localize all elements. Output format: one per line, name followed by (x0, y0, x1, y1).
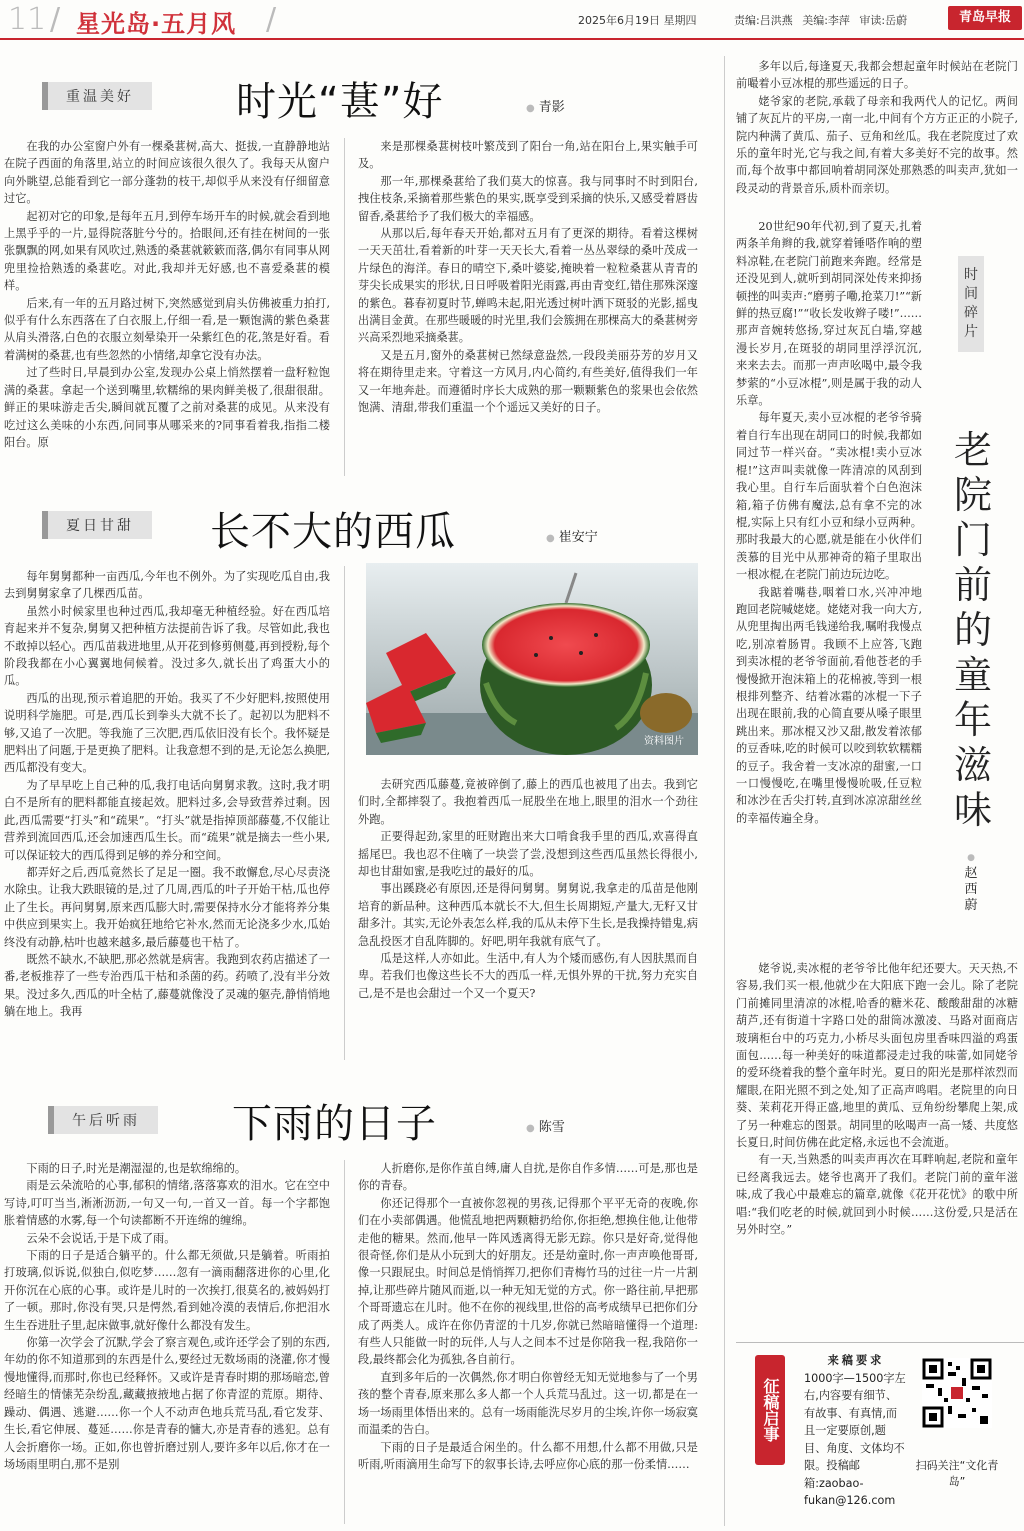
paragraph: 每年舅舅都种一亩西瓜,今年也不例外。为了实现吃瓜自由,我去到舅舅家拿了几棵西瓜苗。 (4, 570, 330, 601)
paragraph: 下雨的日子是最适合闲坐的。什么都不用想,什么都不用做,只是听雨,听雨滴用生命写下的叙事长诗,去呼应你心底的那一份柔情…… (358, 1440, 698, 1471)
paragraph: 后来,有一年的五月路过树下,突然感觉到肩头仿佛被重力拍打,似乎有什么东西落在了白衣服上,仔细一看,是一颗饱满的紫色桑葚从肩头滑落,白色的衣服立刻晕染开一朵紫红色的花,煞是好看。看着满树的桑葚,也有些忽然的小情绪,却拿它没有办法。 (4, 296, 330, 362)
divider-slash: / (266, 2, 277, 37)
qr-caption: 扫码关注“文化青岛” (915, 1459, 999, 1488)
section-title: 星光岛·五月风 (76, 10, 237, 38)
article-author: ● 崔安宁 (546, 526, 598, 545)
editors-line: 责编:吕洪燕 美编:李萍 审读:岳蔚 (734, 14, 908, 27)
paragraph: 去研究西瓜藤蔓,竟被碎倒了,藤上的西瓜也被甩了出去。我到它们时,全都摔裂了。我抱着西瓜一屁股坐在地上,眼里的泪水一个劲往外跑。 (358, 778, 698, 826)
paragraph: 都弄好之后,西瓜竟然长了足足一圈。我不敢懈怠,尽心尽责浇水除虫。让我大跌眼镜的是,过了几周,西瓜的叶子开始干枯,瓜也停止了生长。再问舅舅,原来西瓜膨大时,需要保持水分才能将养分集中供应到果实上。我开始疯狂地给它补水,然而无论浇多少水,瓜始终没有动静,枯叶也越来越多,最后藤蔓也干枯了。 (4, 865, 330, 949)
article-column (4, 138, 330, 480)
article-column (4, 1160, 330, 1526)
paragraph: 雨是云朵流哈的心事,郁积的情绪,落落寡欢的泪水。它在空中写诗,叮叮当当,淅淅沥沥,一句又一句,一首又一首。每一个字都饱胀着情感的水雾,每一个句读都断不开连绵的缠绵。 (4, 1179, 330, 1228)
paragraph: 瓜是这样,人亦如此。生活中,有人为个矮而感伤,有人因肤黑而自卑。若我们也像这些长不大的西瓜一样,无惧外界的干扰,努力充实自己,是不是也会甜过一个又一个夏天? (358, 952, 698, 1000)
paragraph: 来是那棵桑葚树枝叶繁茂到了阳台一角,站在阳台上,果实触手可及。 (358, 140, 698, 171)
page-number: 11 (8, 2, 47, 37)
paragraph: 你还记得那个一直被你忽视的男孩,记得那个平平无奇的夜晚,你们在小卖部偶遇。他慌乱地把两颗糖扔给你,你拒绝,想换住他,让他带走他的糖果。然而,他早一阵风透离得无影无踪。你只是好奇,觉得他很奇怪,你们是从小玩到大的好朋友。还是幼童时,你一声声唤他哥哥,像一只跟屁虫。时间总是悄悄挥刀,把你们青梅竹马的过往一片一片割掉,让那些碎片随风而逝,以一种无知无觉的方式。你一路往前,早把那个哥哥遗忘在儿时。他不在你的视线里,世俗的高考成绩早已把你们分成了两类人。成许在你仍青涩的十几岁,你就已然暗暗懂得一个道理:有些人只能做一时的玩伴,人与人之间本不过是你陪我一程,我陪你一段,最终都会化为孤独,各自前行。 (358, 1196, 698, 1367)
article-author: ● 青影 (526, 96, 565, 115)
article-author: ● 陈雪 (526, 1116, 565, 1135)
side-article-author: ● 赵西蔚 (962, 850, 980, 914)
paragraph: 你第一次学会了沉默,学会了察言观色,或许还学会了别的东西,年幼的你不知道那到的东西是什么,要经过无数场雨的浇灌,你才慢慢地懂得,而那时,你也已经释怀。又或许是青春时期的那场暗恋,曾经暗生的情愫芜杂纷乱,藏藏掖掖地占据了你青涩的荒原。期待、躁动、偶遇、逃避……你一个人不动声色地兵荒马乱,看它发芽、生长,看它伸展、蔓延……你是青春的慵大,亦是青春的逃犯。总有人会折磨你一场。正如,你也曾折磨过别人,要许多年以后,你才在一场场雨里明白,那不是别 (4, 1336, 330, 1471)
article-title: 时光“葚”好 (236, 79, 444, 125)
divider-slash: / (50, 2, 61, 37)
paragraph: 姥爷家的老院,承载了母亲和我两代人的记忆。两间铺了灰瓦片的平房,一南一北,中间有个方方正正的小院子,院内种满了黄瓜、茄子、豆角和丝瓜。我在老院度过了欢乐的童年时光,它与我之间,有着大多美好不完的故事。然而,每个故事中都回响着胡同深处那熟悉的叫卖声,犹如一段灵动的背景音乐,质朴而亲切。 (736, 94, 1018, 195)
paragraph: 起初对它的印象,是每年五月,到停车场开车的时候,就会看到地上黑乎乎的一片,显得院落脏兮兮的。拾眼间,还有挂在树间的一张张飘飘的网,如果有风吹过,熟透的桑葚就簌簌而落,偶尔有同事从网兜里捡拾熟透的桑葚吃。对此,我却并无好感,也不喜爱桑葚的模样。 (4, 209, 330, 293)
paragraph: 人折磨你,是你作茧自缚,庸人自扰,是你自作多情……可是,那也是你的青春。 (358, 1162, 698, 1193)
paragraph: 姥爷说,卖冰棍的老爷爷比他年纪还要大。天天热,不容易,我们买一根,他就少在大阳底下跑一会儿。除了老院门前摊同里清凉的冰棍,哈香的糖米花、酸酸甜甜的冰糖葫芦,还有街道十字路口处的甜筒冰激凌、马路对面商店玻璃柜台中的巧克力,小桥尽头面包房里香味四溢的鸡蛋面包……每一种美好的味道都浸走过我的味蕾,如同姥爷的爱环绕着我的整个童年时光。夏日的阳光是那样浓烈而耀眼,在阳光照不到之处,知了正高声鸣唱。老院里的向日葵、茉莉花开得正盛,地里的黄瓜、豆角纷纷攀爬上架,成了另一种难忘的图景。胡同里的吆喝声一高一矮、共度悠长夏日,时间仿佛在此定格,永远也不会流逝。 (736, 962, 1018, 1150)
paragraph: 过了些时日,早晨到办公室,发现办公桌上悄然摆着一盘籽粒饱满的桑葚。拿起一个送到嘴里,软糯绵的果肉鲜美极了,很甜很甜。鲜正的果味游走舌尖,瞬间就瓦覆了之前对桑葚的成见。从来没有吃过这么美味的小东西,问同事从哪采来的?同事看着我,指指二楼阳台。原 (4, 366, 330, 449)
side-article-column (736, 960, 1018, 1334)
notice-tag: 征稿启事 (755, 1355, 785, 1465)
paragraph: 多年以后,每逢夏天,我都会想起童年时候站在老院门前嘬着小豆冰棍的那些遥远的日子。 (736, 60, 1018, 91)
side-article-column (736, 58, 1018, 216)
image-credit: 资料图片 (644, 736, 684, 747)
paragraph: 虽然小时候家里也种过西瓜,我却毫无种植经验。好在西瓜培育起来并不复杂,舅舅又把种植方法提前告诉了我。尽管如此,我也不敢掉以轻心。西瓜苗栽进地里,从开花到修剪侧蔓,再到授粉,每个阶段我都在小心翼翼地伺候着。没过多久,就长出了鸡蛋大小的瓜。 (4, 604, 330, 688)
side-article-title: 老院门前的童年滋味 (953, 428, 992, 832)
paragraph: 在我的办公室窗户外有一棵桑葚树,高大、挺拔,一直静静地站在院子西面的角落里,站立的时间应该很久很久了。我每天从窗户向外眺望,总能看到它一部分蓬勃的枝干,却似乎从来没有仔细留意过它。 (4, 140, 330, 206)
paragraph: 从那以后,每年春天开始,都对五月有了更深的期待。看着这棵树一天天茁壮,看着新的叶芽一天天长大,看着一丛丛翠绿的桑叶茂成一片绿色的海洋。春日的晴空下,桑叶婆娑,掩映着一粒粒桑葚从青青的芽尖长成果实的形状,日日呼吸着阳光雨露,再由青变红,错住那殊深邃的紫色。暮春初夏时节,蝉鸣未起,阳光透过树叶洒下斑驳的光影,摇曳出满目金黄。在那些暖暖的时光里,我们会簇拥在那棵高大的桑葚树旁兴高采烈地采摘桑葚。 (358, 227, 698, 345)
article-column (358, 1160, 698, 1526)
paragraph: 既然不缺水,不缺肥,那必然就是病害。我跑到农药店描述了一番,老板推荐了一些专治西瓜干枯和杀菌的药。药喷了,没有半分效果。没过多久,西瓜的叶全枯了,藤蔓就像没了灵魂的躯壳,静悄悄地躺在地上。我再 (4, 952, 330, 1019)
article-column (358, 776, 698, 1064)
article-tag: 重温美好 (42, 82, 152, 110)
paragraph: 为了早早吃上自己种的瓜,我打电话向舅舅求教。这时,我才明白不是所有的肥料都能直接起效。肥料过多,会导致营养过剩。因此,西瓜需要“打头”和“疏果”。“打头”就是指掉顶部藤蔓,不仅能让营养到流回西瓜,还会加速西瓜生长。而“疏果”就是摘去一些小果,可以保证较大的西瓜得到足够的养分和空间。 (4, 778, 330, 862)
paragraph: 又是五月,窗外的桑葚树已然绿意盎然,一段段美丽芬芳的岁月又将在期待里走来。守着这一方风月,内心简约,有些美好,值得我们一年又一年地奔赴。而遵循时序长大成熟的那一颗颗紫色的浆果也会依然饱满、清甜,带我们重温一个个遥远又美好的日子。 (358, 348, 698, 415)
article-title: 长不大的西瓜 (210, 509, 456, 555)
watermelon-photo (366, 563, 698, 755)
article-title: 下雨的日子 (232, 1101, 437, 1147)
side-article-column (736, 218, 922, 960)
paragraph: 有一天,当熟悉的叫卖声再次在耳畔响起,老院和童年已经离我远去。姥爷也离开了我们。老院门前的童年滋味,成了我心中最难忘的篇章,就像《花开花忧》的歌中所唱:“我们吃老的时候,就回到小时候……这份爱,只是活在另外时空。” (736, 1153, 1018, 1237)
paragraph: 下雨的日子是适合躺平的。什么都无须做,只是躺着。听雨拍打玻璃,似诉说,似独白,似吃梦……忽有一滴雨翻落进你的心里,化开你沉在心底的心事。或许是儿时的一次挨打,很莫名的,被妈妈打了一顿。那时,你没有哭,只是愕然,看到她冷漠的表情后,你把泪水生生吞进肚子里,起床做事,就好像什么都没有发生。 (4, 1249, 330, 1332)
paragraph: 事出蹊跷必有原因,还是得问舅舅。舅舅说,我拿走的瓜苗是他刚培育的新品种。这种西瓜本就长不大,但生长周期短,产量大,无籽又甘甜多汁。其实,无论外表怎么样,我的瓜从未停下生长,是我操持错鬼,病急乱投医才自乱阵脚的。好吧,明年我就有底气了。 (358, 882, 698, 948)
column-divider (724, 56, 725, 1526)
paragraph: 我踮着嘴巷,咽着口水,兴冲冲地跑回老院喊姥姥。姥姥对我一向大方,从兜里掏出两毛钱递给我,嘱咐我慢点吃,别凉着肠胃。我顾不上应答,飞跑到卖冰棍的老爷爷面前,看他苍老的手慢慢掀开泡沫箱上的花棉被,等到一根根排列整齐、结着冰霜的冰棍一下子出现在眼前,我的心简直要从嗓子眼里跳出来。那冰棍又沙又甜,散发着浓郁的豆香味,吃的时候可以咬到软软糯糯的豆子。我舍着一支冰凉的甜蜜,一口一口慢慢吃,在嘴里慢慢吮吸,任豆粒和冰沙在舌尖打转,直到冰凉凉甜丝丝的幸福传遍全身。 (736, 585, 922, 825)
notice-body (804, 1352, 908, 1510)
paragraph: 每年夏天,卖小豆冰棍的老爷爷骑着自行车出现在胡同口的时候,我都如同过节一样兴奋。“卖冰棍!卖小豆冰棍!”这声叫卖就像一阵清凉的风刮到我心里。自行车后面驮着个白色泡沫箱,箱子仿佛有魔法,总有拿不完的冰棍,实际上只有红小豆和绿小豆两种。那时我最大的心愿,就是能在小伙伴们羡慕的目光中从那神奇的箱子里取出一根冰棍,在老院门前边玩边吃。 (736, 411, 922, 582)
paragraph: 正要得起劲,家里的旺财跑出来大口啃食我手里的西瓜,欢喜得直摇尾巴。我也忍不住嘀了一块尝了尝,没想到这些西瓜虽然长得很小,却也甘甜如蜜,是我吃过的最好的瓜。 (358, 830, 698, 879)
article-tag: 午后听雨 (48, 1106, 158, 1134)
article-column (358, 138, 698, 480)
article-tag: 夏日甘甜 (42, 511, 152, 539)
column-divider (344, 1160, 345, 1524)
newspaper-logo: 青岛早报 (948, 6, 1022, 30)
date-line: 2025年6月19日 星期四 (578, 14, 697, 27)
paragraph: 那一年,那棵桑葚给了我们莫大的惊喜。我与同事时不时到阳台,拽住枝条,采摘着那些紫色的果实,既享受到采摘的快乐,又感受着唇齿留香,桑葚给予了我们极大的幸福感。 (358, 174, 698, 223)
notice-title: 来稿要求 (827, 1354, 885, 1367)
paragraph: 下雨的日子,时光是潮湿湿的,也是软绵绵的。 (26, 1162, 247, 1175)
notice-text: 1000字—1500字左右,内容要有细节、有故事、有真情,而且一定要原创,题目、角度、文体均不限。投稿邮箱:zaobao-fukan@126.com (804, 1371, 906, 1507)
article-column (4, 568, 330, 1064)
paragraph: 20世纪90年代初,到了夏天,扎着两条羊角辫的我,就穿着锤嗒作响的塑料凉鞋,在老院门前跑来奔跑。经常是还没见到人,就听到胡同深处传来抑扬顿挫的叫卖声:“磨剪子嘞,抢菜刀!”“新鲜的热豆腐!”“收长发收辫子喽!”……那声音婉转悠扬,穿过灰瓦白墙,穿越漫长岁月,在斑驳的胡同里浮浮沉沉,来来去去。而那一声声吆喝中,最令我梦萦的“小豆冰棍”,则是属于我的动人乐章。 (736, 220, 922, 408)
column-divider (344, 138, 345, 476)
side-article-tag: 时间碎片 (958, 256, 984, 352)
column-divider (344, 566, 345, 1060)
paragraph: 云朵不会说话,于是下成了雨。 (26, 1231, 176, 1245)
paragraph: 直到多年后的一次偶然,你才明白你曾经无知无觉地参与了一个男孩的整个青春,原来那么多人都一个人兵荒马乱过。这一切,都是在一场一场雨里体悟出来的。总有一场雨能洗尽岁月的尘埃,许你一场寂寞而温柔的告白。 (358, 1370, 698, 1437)
paragraph: 西瓜的出现,预示着追肥的开始。我买了不少好肥料,按照使用说明科学施肥。可是,西瓜长到拳头大就不长了。起初以为肥料不够,又追了一次肥。等我施了三次肥,西瓜依旧没有长个。我怀疑是肥料出了问题,于是更换了肥料。让我意想不到的是,无论怎么换肥,西瓜都没有变大。 (4, 691, 330, 775)
qr-code-icon[interactable] (922, 1358, 992, 1428)
